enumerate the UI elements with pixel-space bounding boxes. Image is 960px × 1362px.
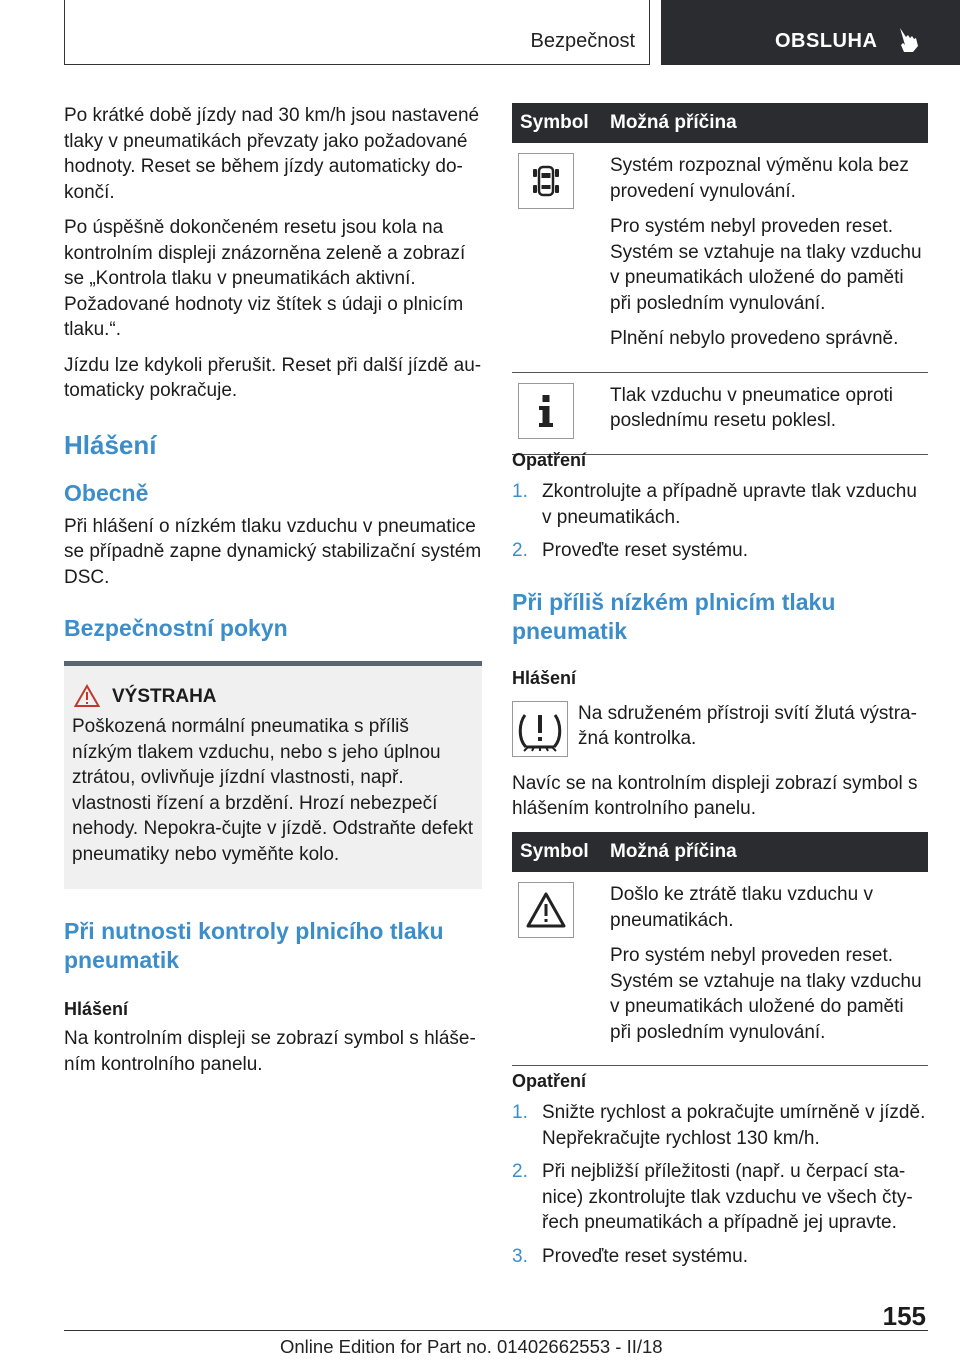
symbol-cell	[512, 143, 610, 372]
measures-title: Opatření	[512, 1071, 587, 1091]
cause-text: Pro systém nebyl proveden reset. Systém se vztahuje na tlaky vzduchu v pneumatikách uložené do paměti při posledním vynulování.	[610, 945, 922, 1043]
cause-cell	[610, 872, 928, 1066]
footer-edition-text: Online Edition for Part no. 01402662553 - II/18	[280, 1336, 663, 1357]
heading-hlaseni: Hlášení	[64, 429, 157, 460]
table-header-symbol: Symbol	[512, 832, 610, 872]
footer-divider	[64, 1330, 928, 1331]
warning-title	[112, 686, 474, 708]
heading-bezpecnostni-pokyn: Bezpečnostní pokyn	[64, 615, 288, 641]
list-item: 1. Snižte rychlost a pokračujte umírněně v jízdě. Nepřekračujte rychlost 130 km/h.	[512, 1102, 926, 1149]
warning-triangle-icon	[74, 684, 100, 708]
symbol-table	[512, 832, 928, 1066]
cause-text: Tlak vzduchu v pneumatice oproti poslednímu resetu poklesl.	[610, 384, 894, 431]
section-title: Bezpečnost	[530, 30, 635, 52]
paragraph: Po úspěšně dokončeném resetu jsou kola na kontrolním displeji znázorněna zeleně a zobrazí se „Kontrola tlaku v pneumatikách aktivní. Požadované hodnoty viz štítek s údaji o plnicím tlaku.“.	[64, 217, 466, 340]
footer-line	[280, 1336, 663, 1358]
list-item: 1. Zkontrolujte a případně upravte tlak vzduchu v pneumatikách.	[512, 481, 917, 528]
table-header-symbol: Symbol	[512, 103, 610, 143]
chapter-tab	[661, 0, 960, 65]
paragraph: Po krátké době jízdy nad 30 km/h jsou nastavené tlaky v pneumatikách převzaty jako požadované hodnoty. Reset se během jízdy automaticky do‐končí.	[64, 105, 480, 203]
measures-list	[512, 479, 928, 564]
left-column	[64, 103, 482, 1087]
symbol-cell	[512, 372, 610, 454]
table-row	[512, 372, 928, 454]
cause-cell	[610, 372, 928, 454]
subheading-hlaseni: Hlášení	[64, 999, 129, 1019]
paragraph: Navíc se na kontrolním displeji zobrazí symbol s hlášením kontrolního panelu.	[512, 772, 918, 819]
cause-text: Pro systém nebyl proveden reset. Systém se vztahuje na tlaky vzduchu v pneumatikách uložené do paměti při posledním vynulování.	[610, 216, 922, 314]
list-item: 3. Proveďte reset systému.	[512, 1245, 748, 1267]
heading-nutnost-kontroly: Při nutnosti kontroly plnicího tlaku pneumatik	[64, 918, 444, 973]
indicator-text: Na sdruženém přístroji svítí žlutá výstra‐žná kontrolka.	[578, 702, 917, 749]
indicator-row	[512, 701, 928, 757]
page-number: 155	[882, 1301, 926, 1331]
cause-text: Plnění nebylo provedeno správně.	[610, 328, 899, 349]
heading-prilis-nizky-tlak: Při příliš nízkém plnicím tlaku pneumatik	[512, 588, 836, 644]
table-row	[512, 143, 928, 372]
cause-text: Systém rozpoznal výměnu kola bez provedení vynulování.	[610, 155, 909, 202]
warning-box	[64, 661, 482, 889]
measures-title: Opatření	[512, 450, 587, 470]
chapter-label: OBSLUHA	[775, 30, 878, 52]
symbol-cell	[512, 872, 610, 1066]
table-row	[512, 872, 928, 1066]
info-icon	[518, 383, 574, 439]
measures-block-1	[512, 450, 928, 832]
warning-title-text: VÝSTRAHA	[112, 686, 217, 707]
warning-text: Poškozená normální pneumatika s příliš nízkým tlakem vzduchu, nebo s jeho úplnou ztrátou, ovlivňuje jízdní vlastnosti, např. vlastnosti řízení a brzdění. Hrozí nebezpečí nehody. Nepokra‐čujte v jízdě. Odstraňte defekt pneumatiky nebo vyměňte kolo.	[72, 716, 473, 865]
heading-obecne: Obecně	[64, 479, 149, 506]
car-tire-icon	[518, 153, 574, 209]
cause-text: Došlo ke ztrátě tlaku vzduchu v pneumatikách.	[610, 884, 873, 931]
paragraph: Na kontrolním displeji se zobrazí symbol s hláše‐ním kontrolního panelu.	[64, 1028, 476, 1075]
list-item: 2. Při nejbližší příležitosti (např. u čerpací sta‐nice) zkontrolujte tlak vzduchu ve všech čty‐řech pneumatikách a případně jej upravte.	[512, 1161, 913, 1233]
right-column-top	[512, 103, 928, 455]
paragraph: Při hlášení o nízkém tlaku vzduchu v pneumatice se případně zapne dynamický stabilizační systém DSC.	[64, 515, 482, 588]
warning-triangle-icon	[518, 882, 574, 938]
table-header-cause: Možná příčina	[610, 103, 928, 143]
right-column-table2	[512, 832, 928, 1066]
hand-pointer-icon	[894, 24, 924, 54]
symbol-table	[512, 103, 928, 455]
tire-pressure-warning-icon	[512, 701, 568, 757]
cause-cell	[610, 143, 928, 372]
paragraph: Jízdu lze kdykoli přerušit. Reset při další jízdě au‐tomaticky pokračuje.	[64, 354, 482, 401]
list-item: 2. Proveďte reset systému.	[512, 540, 748, 561]
table-header-cause: Možná příčina	[610, 832, 928, 872]
measures-block-2	[512, 1071, 928, 1277]
subheading-hlaseni: Hlášení	[512, 667, 577, 688]
measures-list	[512, 1100, 928, 1269]
